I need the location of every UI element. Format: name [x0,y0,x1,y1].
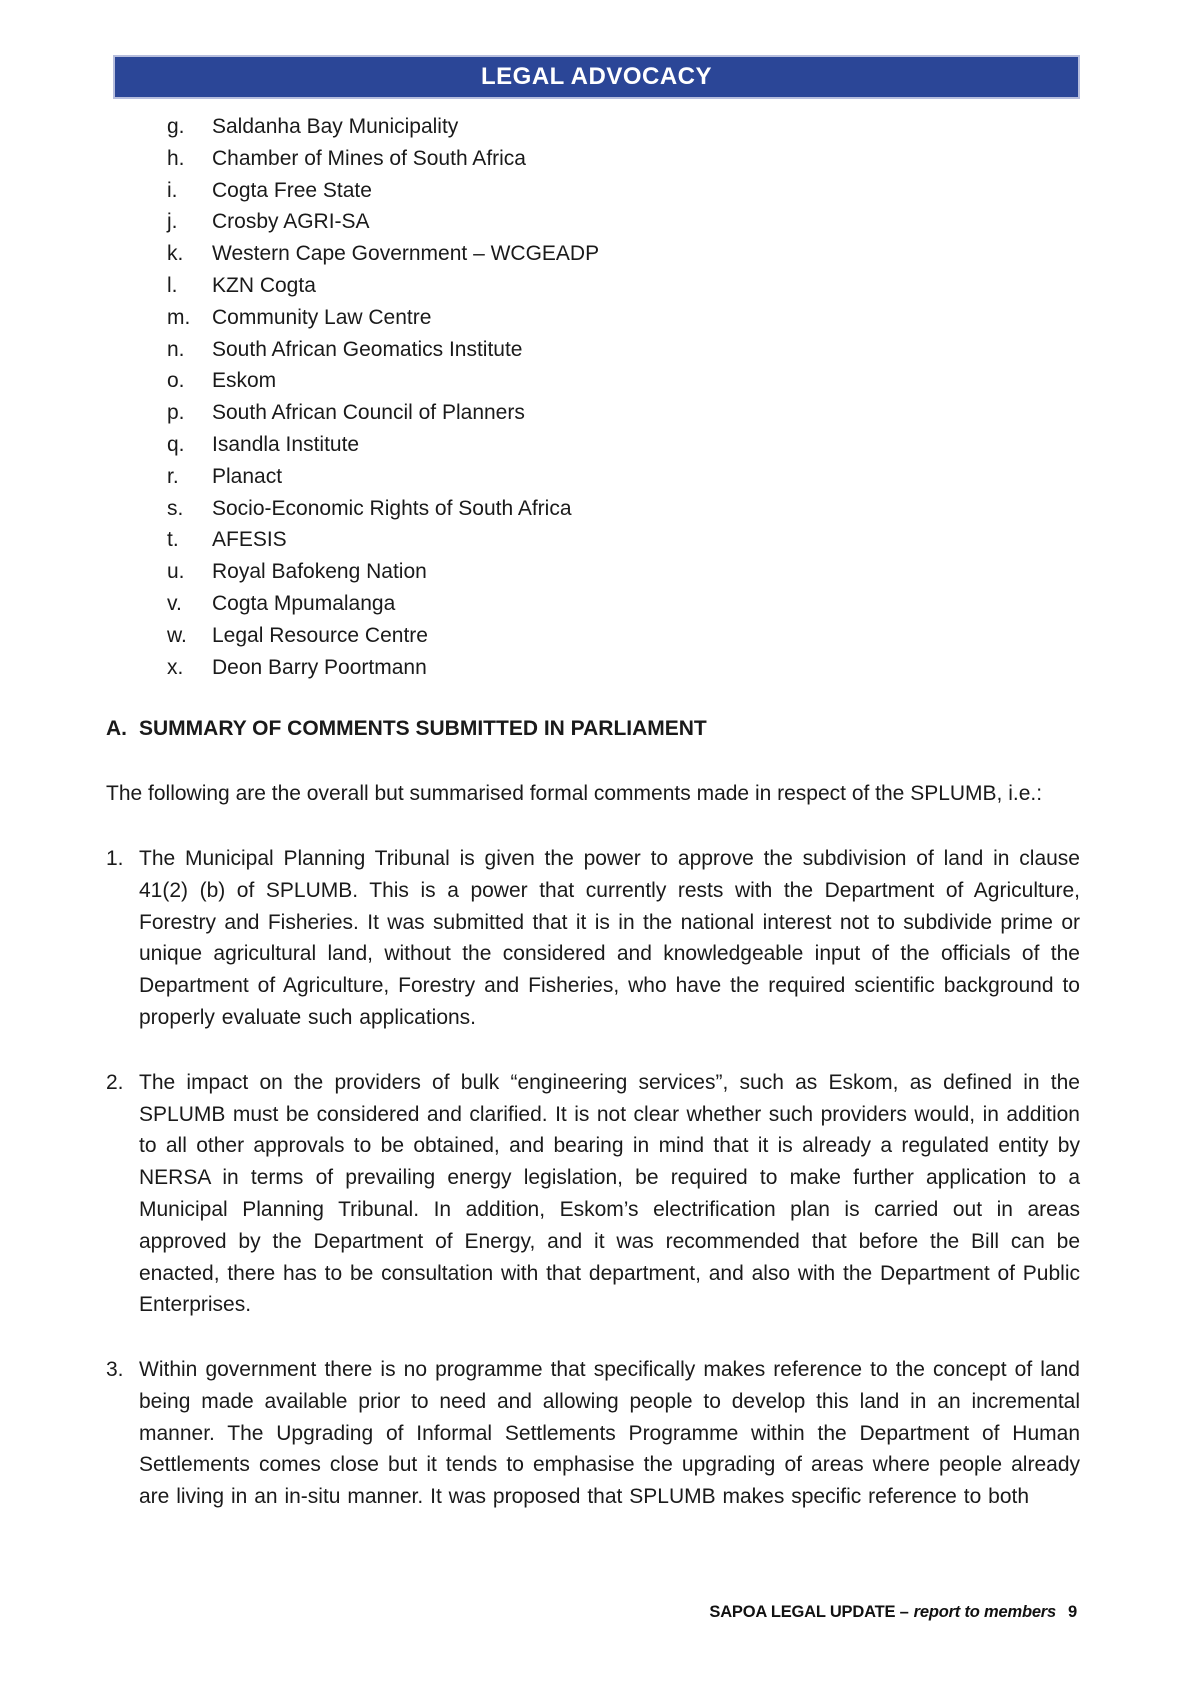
list-item-text: South African Geomatics Institute [212,337,523,361]
section-label: A. [106,717,127,741]
numbered-paragraph [106,1354,1080,1513]
list-item-text: Deon Barry Poortmann [212,655,427,679]
list-item [167,206,1080,238]
list-item-letter: l. [167,273,178,297]
page-footer [709,1603,1077,1622]
list-item [167,493,1080,525]
footer-subtitle: report to members [913,1603,1057,1621]
list-item-text: Socio-Economic Rights of South Africa [212,496,572,520]
list-item-letter: o. [167,369,185,393]
paragraph-number: 2. [106,1070,124,1094]
section-banner [113,55,1080,99]
section-heading [106,713,1080,745]
list-item-text: Saldanha Bay Municipality [212,115,459,138]
list-item-text: Royal Bafokeng Nation [212,560,427,584]
list-item-text: Community Law Centre [212,305,432,329]
numbered-paragraph [106,843,1080,1034]
list-item-letter: i. [167,178,178,202]
list-item-text: Cogta Mpumalanga [212,591,396,615]
list-item [167,143,1080,175]
paragraph-text: Within government there is no programme that specifically makes reference to the concept of land being made available prior to need and allowing people to develop this land in an incremental manner. The Upgrading of Informal Settlements Programme within the Department of Human Settlements comes close but it tends to emphasise the upgrading of areas where people already are living in an in-situ manner. It was proposed that SPLUMB makes specific reference to both [139,1358,1080,1509]
list-item [167,175,1080,207]
list-item [167,588,1080,620]
list-item-text: South African Council of Planners [212,401,525,425]
participants-list [106,111,1080,683]
banner-title: LEGAL ADVOCACY [480,63,712,90]
list-item-text: Legal Resource Centre [212,623,428,647]
list-item [167,397,1080,429]
list-item-text: Crosby AGRI-SA [212,210,370,234]
list-item-text: AFESIS [212,528,287,552]
footer-page-number: 9 [1068,1603,1077,1621]
list-item-letter: v. [167,591,182,615]
paragraph-text: The impact on the providers of bulk “engineering services”, such as Eskom, as defined in the SPLUMB must be considered and clarified. It is not clear whether such providers would, in addition to all other approvals to be obtained, and bearing in mind that it is already a regulated entity by NERSA in terms of prevailing energy legislation, be required to make further application to a Municipal Planning Tribunal. In addition, Eskom’s electrification plan is carried out in areas approved by the Department of Energy, and it was recommended that before the Bill can be enacted, there has to be consultation with that department, and also with the Department of Public Enterprises. [139,1070,1080,1317]
list-item-letter: q. [167,432,185,456]
list-item [167,302,1080,334]
list-item [167,238,1080,270]
section-title: SUMMARY OF COMMENTS SUBMITTED IN PARLIAMENT [139,717,707,741]
paragraph-text: The Municipal Planning Tribunal is given the power to approve the subdivision of land in clause 41(2) (b) of SPLUMB. This is a power that currently rests with the Department of Agriculture, Forestry and Fisheries. It was submitted that it is in the national interest not to subdivide prime or unique agricultural land, without the considered and knowledgeable input of the officials of the Department of Agriculture, Forestry and Fisheries, who have the required scientific background to properly evaluate such applications. [139,846,1080,1029]
list-item-text: Western Cape Government – WCGEADP [212,242,600,266]
list-item-letter: x. [167,655,184,679]
numbered-paragraph [106,1067,1080,1321]
list-item [167,429,1080,461]
list-item-text: Chamber of Mines of South Africa [212,146,526,170]
list-item-letter: w. [167,623,187,647]
list-item [167,270,1080,302]
list-item-text: Cogta Free State [212,178,372,202]
list-item-letter: g. [167,115,185,138]
list-item [167,524,1080,556]
list-item-letter: s. [167,496,184,520]
list-item [167,365,1080,397]
page-content [0,55,1191,1513]
list-item-letter: j. [167,210,178,234]
list-item-text: Isandla Institute [212,432,360,456]
list-item-text: Eskom [212,369,277,393]
paragraph-number: 3. [106,1358,124,1382]
paragraph-number: 1. [106,846,124,870]
list-item [167,334,1080,366]
list-item-letter: p. [167,401,185,425]
intro-paragraph: The following are the overall but summarised formal comments made in respect of the SPLUMB, i.e.: [106,782,1043,806]
list-item-letter: h. [167,146,185,170]
list-item [167,111,1080,143]
footer-publication: SAPOA LEGAL UPDATE – [709,1603,909,1621]
list-item-letter: k. [167,242,184,266]
list-item [167,620,1080,652]
list-item-letter: n. [167,337,185,361]
list-item-letter: u. [167,560,185,584]
list-item [167,556,1080,588]
list-item-text: Planact [212,464,283,488]
list-item-text: KZN Cogta [212,273,316,297]
list-item [167,461,1080,493]
list-item [167,652,1080,684]
list-item-letter: t. [167,528,179,552]
list-item-letter: m. [167,305,191,329]
list-item-letter: r. [167,464,179,488]
